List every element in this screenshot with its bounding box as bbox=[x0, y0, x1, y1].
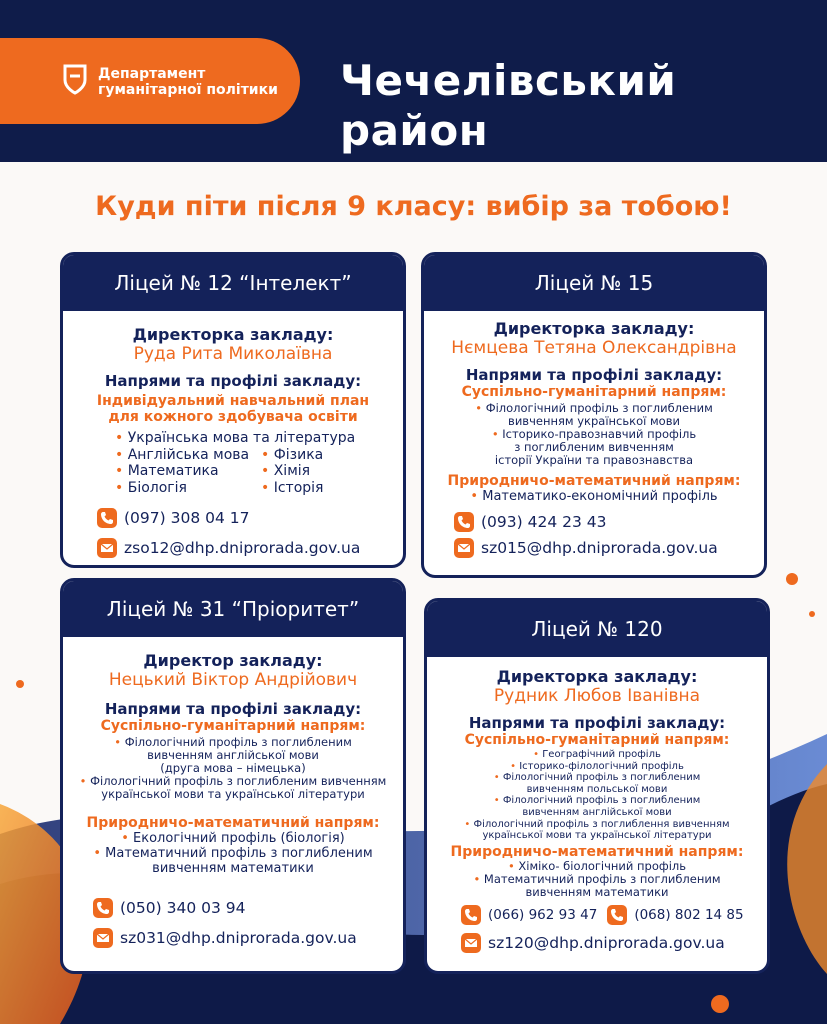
profile-item: вивченням української мови bbox=[508, 414, 680, 428]
phone-number[interactable]: (050) 340 03 94 bbox=[120, 899, 246, 917]
profile-item: • Хіміко- біологічний профіль bbox=[507, 858, 687, 873]
lyceum-31-card bbox=[60, 578, 406, 974]
email-address[interactable]: sz031@dhp.dniprorada.gov.ua bbox=[120, 929, 357, 947]
phone-number[interactable]: (066) 962 93 47 bbox=[488, 906, 598, 923]
profile-item: української мови та української літератури bbox=[482, 830, 712, 842]
profile-item: вивченням англійської мови bbox=[522, 806, 672, 818]
individual-plan-line-2: для кожного здобувача освіти bbox=[108, 409, 358, 425]
subject-item: • Англійська мова bbox=[115, 446, 250, 463]
track-heading: Природничо-математичний напрям: bbox=[447, 473, 741, 489]
brand-line-1: Департамент bbox=[98, 66, 206, 82]
track-heading: Природничо-математичний напрям: bbox=[86, 815, 380, 831]
profile-item: вивченням математики bbox=[152, 861, 314, 876]
district-title: Чечелівський район bbox=[340, 56, 677, 155]
profile-item: (друга мова – німецька) bbox=[160, 761, 306, 775]
lyceum-15-card bbox=[421, 252, 767, 578]
subject-item: • Історія bbox=[261, 479, 324, 496]
profile-item: • Філологічний профіль з поглиблення вивченням bbox=[464, 818, 730, 830]
director-role: Директорка закладу: bbox=[493, 319, 695, 338]
profile-item: • Екологічний профіль (біологія) bbox=[121, 831, 345, 846]
email-row bbox=[93, 928, 403, 948]
phone-number[interactable]: (093) 424 23 43 bbox=[481, 513, 607, 531]
lyceum-12-card bbox=[60, 252, 406, 568]
mail-icon bbox=[461, 933, 481, 953]
phone-row bbox=[461, 905, 597, 925]
card-title: Ліцей № 31 “Пріоритет” bbox=[63, 581, 403, 637]
subject-item: • Математика bbox=[115, 463, 219, 479]
card-title: Ліцей № 120 bbox=[427, 601, 767, 657]
individual-plan-line-1: Індивідуальний навчальний план bbox=[96, 393, 370, 409]
profiles-heading: Напрями та профілі закладу: bbox=[465, 366, 723, 384]
director-role: Директорка закладу: bbox=[132, 325, 334, 344]
profiles-heading: Напрями та профілі закладу: bbox=[104, 372, 362, 390]
track-heading: Суспільно-гуманітарний напрям: bbox=[100, 718, 366, 734]
director-name: Руда Рита Миколаївна bbox=[133, 344, 333, 364]
brand-line-2: гуманітарної політики bbox=[98, 82, 278, 98]
page-headline: Куди піти після 9 класу: вибір за тобою! bbox=[95, 191, 732, 222]
card-title: Ліцей № 12 “Інтелект” bbox=[63, 255, 403, 311]
profile-item: української мови та української літератури bbox=[101, 787, 365, 801]
profile-item: вивченням англійської мови bbox=[147, 748, 319, 762]
email-address[interactable]: sz120@dhp.dniprorada.gov.ua bbox=[488, 933, 725, 952]
email-row bbox=[461, 933, 767, 953]
director-name: Нецький Віктор Андрійович bbox=[108, 670, 358, 690]
subject-item: • Фізика bbox=[261, 446, 324, 463]
email-row bbox=[97, 538, 403, 558]
card-title: Ліцей № 15 bbox=[424, 255, 764, 311]
department-brand bbox=[0, 38, 300, 124]
shield-logo-icon bbox=[62, 62, 88, 96]
subject-item: • Хімія bbox=[261, 463, 311, 479]
phone-row bbox=[454, 512, 764, 532]
director-role: Директорка закладу: bbox=[496, 667, 698, 686]
director-role: Директор закладу: bbox=[143, 651, 323, 670]
profile-item: історії України та правознавства bbox=[494, 453, 694, 467]
profile-item: • Історико-філологічний профіль bbox=[510, 760, 684, 772]
mail-icon bbox=[97, 538, 117, 558]
profile-item: • Математичний профіль з поглибленим bbox=[473, 871, 721, 886]
phone-icon bbox=[461, 905, 481, 925]
phone-icon bbox=[97, 508, 117, 528]
profile-item: • Філологічний профіль з поглибленим bbox=[493, 795, 701, 807]
mail-icon bbox=[454, 538, 474, 558]
phone-icon bbox=[607, 905, 627, 925]
profiles-heading: Напрями та профілі закладу: bbox=[468, 714, 726, 732]
director-name: Рудник Любов Іванівна bbox=[493, 686, 701, 706]
phone-row bbox=[97, 508, 403, 528]
profile-item: • Математичний профіль з поглибленим bbox=[93, 846, 373, 861]
track-heading: Суспільно-гуманітарний напрям: bbox=[461, 384, 727, 400]
profile-item: вивченням математики bbox=[525, 884, 669, 899]
profile-item: • Філологічний профіль з поглибленим bbox=[493, 772, 701, 784]
email-address[interactable]: zso12@dhp.dniprorada.gov.ua bbox=[124, 539, 361, 557]
lyceum-120-card bbox=[424, 598, 770, 974]
phone-number-2[interactable]: (068) 802 14 85 bbox=[634, 906, 744, 923]
track-heading: Природничо-математичний напрям: bbox=[450, 843, 744, 860]
email-row bbox=[454, 538, 764, 558]
phone-row-2 bbox=[607, 905, 743, 925]
profile-item: • Філологічний профіль з поглибленим bbox=[114, 735, 352, 749]
phone-icon bbox=[93, 898, 113, 918]
profile-item: • Філологічний профіль з поглибленим вивченням bbox=[79, 774, 387, 788]
profile-item: • Географічний профіль bbox=[533, 749, 661, 760]
subject-item: • Українська мова та література bbox=[115, 430, 356, 446]
profile-item: • Історико-правознавчий профіль bbox=[491, 427, 697, 441]
subject-item: • Біологія bbox=[115, 479, 187, 496]
phone-row bbox=[93, 898, 403, 918]
profile-item: • Філологічний профіль з поглибленим bbox=[475, 401, 713, 415]
header-banner bbox=[0, 0, 827, 162]
profile-item: з поглибленим вивченням bbox=[514, 440, 674, 454]
profiles-heading: Напрями та профілі закладу: bbox=[104, 700, 362, 718]
profile-item: вивченням польської мови bbox=[526, 783, 668, 795]
email-address[interactable]: sz015@dhp.dniprorada.gov.ua bbox=[481, 539, 718, 557]
director-name: Нємцева Тетяна Олександрівна bbox=[451, 338, 737, 358]
phone-icon bbox=[454, 512, 474, 532]
mail-icon bbox=[93, 928, 113, 948]
phone-number[interactable]: (097) 308 04 17 bbox=[124, 509, 250, 527]
track-heading: Суспільно-гуманітарний напрям: bbox=[464, 732, 730, 748]
profile-item: • Математико-економічний профіль bbox=[470, 489, 718, 504]
